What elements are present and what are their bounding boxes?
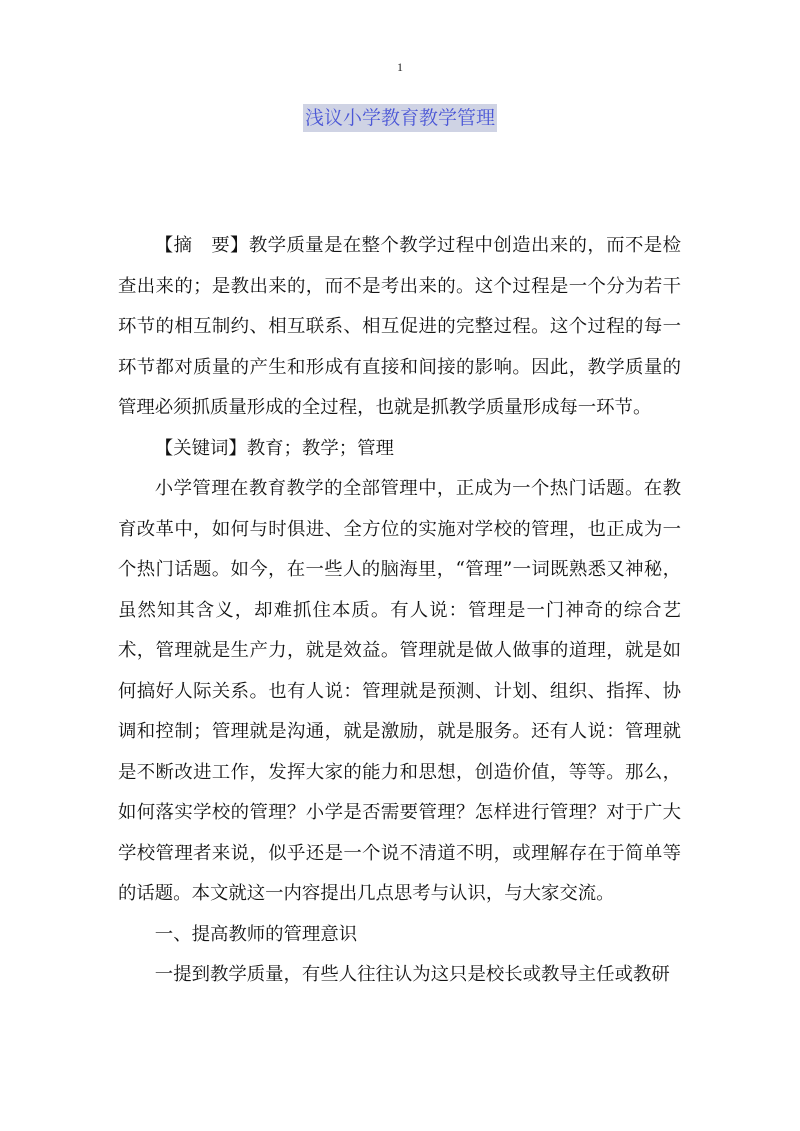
keywords-paragraph: 【关键词】教育；教学；管理 xyxy=(154,437,394,459)
section-heading: 一、提高教师的管理意识 xyxy=(154,923,358,945)
document-title[interactable]: 浅议小学教育教学管理 xyxy=(303,104,497,132)
document-body xyxy=(118,226,681,996)
intro-paragraph: 小学管理在教育教学的全部管理中，正成为一个热门话题。在教育改革中，如何与时俱进、全方位的实施对学校的管理，也正成为一个热门话题。如今，在一些人的脑海里，“管理”一词既熟悉又神秘，虽然知其含义，却难抓住本质。有人说：管理是一门神奇的综合艺术，管理就是生产力，就是效益。管理就是做人做事的道理，就是如何搞好人际关系。也有人说：管理就是预测、计划、组织、指挥、协调和控制；管理就是沟通，就是激励，就是服务。还有人说：管理就是不断改进工作，发挥大家的能力和思想，创造价值，等等。那么，如何落实学校的管理？小学是否需要管理？怎样进行管理？对于广大学校管理者来说，似乎还是一个说不清道不明，或理解存在于简单等的话题。本文就这一内容提出几点思考与认识，与大家交流。 xyxy=(118,478,681,904)
section-paragraph: 一提到教学质量，有些人往往认为这只是校长或教导主任或教研 xyxy=(154,964,670,985)
abstract-paragraph: 【摘 要】教学质量是在整个教学过程中创造出来的，而不是检查出来的；是教出来的，而不是考出来的。这个过程是一个分为若干环节的相互制约、相互联系、相互促进的完整过程。这个过程的每一环节都对质量的产生和形成有直接和间接的影响。因此，教学质量的管理必须抓质量形成的全过程，也就是抓教学质量形成每一环节。 xyxy=(118,235,681,418)
page-number: 1 xyxy=(397,60,403,74)
title-container xyxy=(0,104,800,132)
